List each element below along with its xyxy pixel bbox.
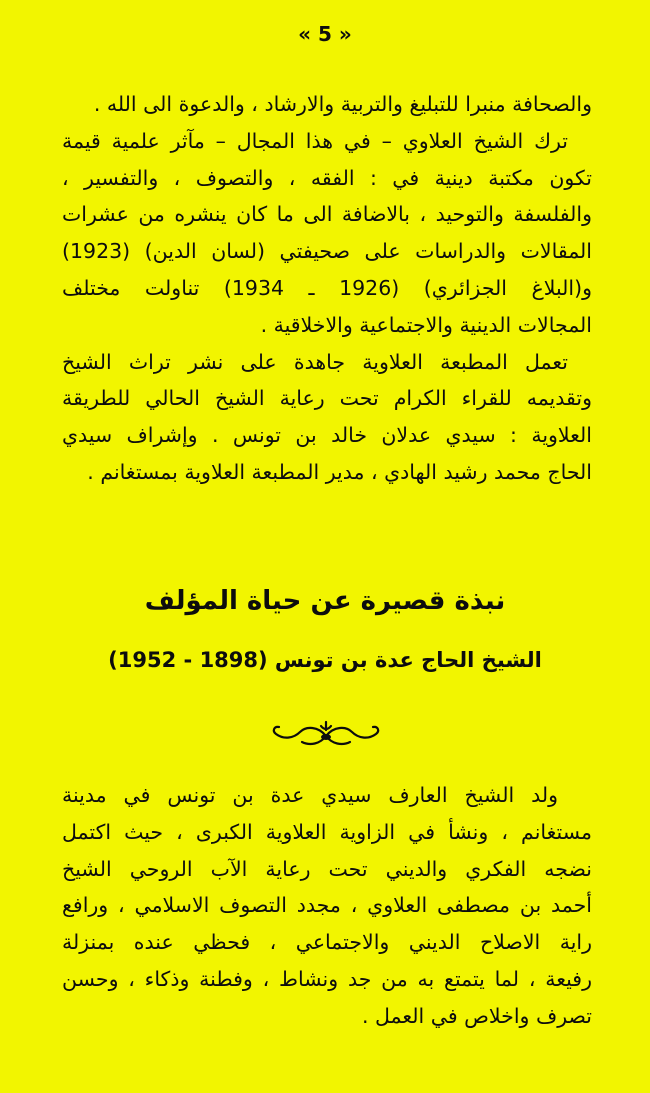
bio-paragraph	[62, 777, 592, 1035]
text-line: وتقديمه للقراء الكرام تحت رعاية الشيخ الحالي للطريقة	[62, 386, 592, 411]
text-line: مستغانم ، ونشأ في الزاوية العلاوية الكبرى ، حيث اكتمل	[62, 819, 592, 844]
text-line: والفلسفة والتوحيد ، بالاضافة الى ما كان ينشره من عشرات	[62, 202, 592, 227]
text-line: تكون مكتبة دينية في : الفقه ، والتصوف ، والتفسير ،	[62, 165, 592, 190]
text-line: ترك الشيخ العلاوي – في هذا المجال – مآثر علمية قيمة	[62, 128, 568, 153]
text-line: تصرف واخلاص في العمل .	[361, 1003, 592, 1028]
intro-paragraphs	[62, 86, 592, 491]
text-line: ولد الشيخ العارف سيدي عدة بن تونس في مدينة	[62, 783, 558, 807]
text-line: و(البلاغ الجزائري) (1926 ـ 1934) تناولت مختلف	[62, 275, 592, 300]
text-line: والصحافة منبرا للتبليغ والتربية والارشاد ، والدعوة الى الله .	[93, 92, 592, 116]
text-line: راية الاصلاح الديني والاجتماعي ، فحظي عنده بمنزلة	[62, 930, 592, 955]
text-line: نضجه الفكري والديني تحت رعاية الآب الروحي الشيخ	[62, 856, 592, 881]
section-heading: نبذة قصيرة عن حياة المؤلف	[144, 586, 506, 616]
text-line: الحاج محمد رشيد الهادي ، مدير المطبعة العلاوية بمستغانم .	[87, 459, 592, 484]
text-line: المجالات الدينية والاجتماعية والاخلاقية .	[260, 312, 592, 337]
text-line: العلاوية : سيدي عدلان خالد بن تونس . وإشراف سيدي	[62, 423, 592, 448]
text-line: المقالات والدراسات على صحيفتي (لسان الدين) (1923)	[62, 239, 592, 264]
text-line: رفيعة ، لما يتمتع به من جد ونشاط ، وفطنة وذكاء ، وحسن	[62, 966, 592, 991]
text-line: تعمل المطبعة العلاوية جاهدة على نشر تراث الشيخ	[62, 349, 568, 374]
text-line: أحمد بن مصطفى العلاوي ، مجدد التصوف الاسلامي ، ورافع	[62, 893, 592, 918]
page-number: « 5 »	[298, 22, 352, 46]
scroll-ornament-icon	[266, 714, 386, 754]
section-subheading: الشيخ الحاج عدة بن تونس (1898 - 1952)	[108, 648, 542, 672]
